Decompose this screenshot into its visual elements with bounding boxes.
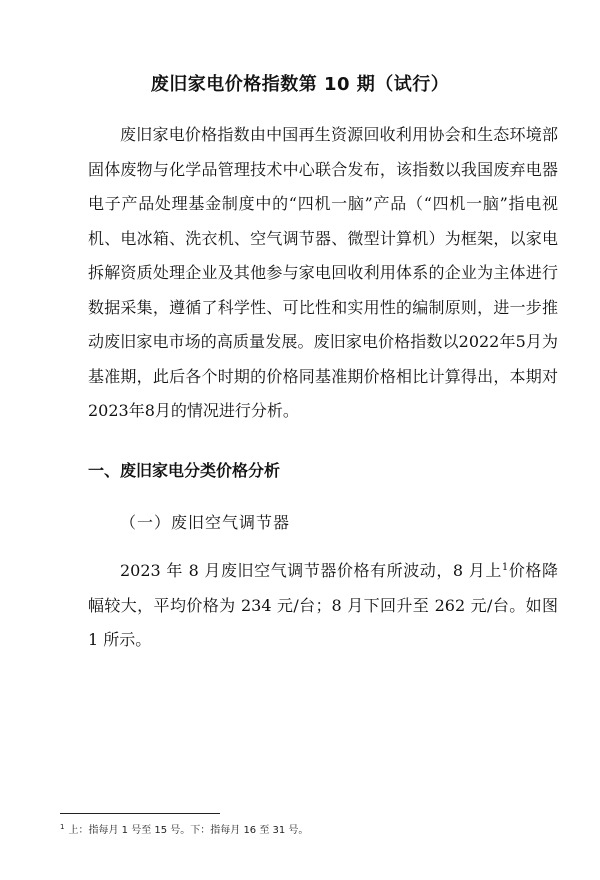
footnote-divider — [60, 813, 220, 814]
footnote-text: 上：指每月 1 号至 15 号。下：指每月 16 至 31 号。 — [68, 825, 309, 836]
footnote-marker: 1 — [60, 823, 65, 831]
footnote-reference: 1 — [501, 562, 509, 573]
ac-price-paragraph — [88, 554, 558, 658]
subsection-heading: （一）废旧空气调节器 — [120, 513, 291, 532]
section-heading: 一、废旧家电分类价格分析 — [88, 461, 281, 480]
intro-paragraph: 废旧家电价格指数由中国再生资源回收利用协会和生态环境部固体废物与化学品管理技术中心联合发布，该指数以我国废弃电器电子产品处理基金制度中的“四机一脑”产品（“四机一脑”指电视机、电冰箱、洗衣机、空气调节器、微型计算机）为框架，以家电拆解资质处理企业及其他参与家电回收利用体系的企业为主体进行数据采集，遵循了科学性、可比性和实用性的编制原则，进一步推动废旧家电市场的高质量发展。废旧家电价格指数以2022年5月为基准期，此后各个时期的价格同基准期价格相比计算得出，本期对2023年8月的情况进行分析。 — [88, 125, 558, 420]
document-title: 废旧家电价格指数第 10 期（试行） — [150, 74, 450, 95]
ac-paragraph-part2: 价格降幅较大，平均价格为 234 元/台；8 月下回升至 262 元/台。如图 1 所示。 — [88, 561, 558, 649]
footnote — [60, 821, 308, 836]
ac-paragraph-part1: 2023 年 8 月废旧空气调节器价格有所波动，8 月上 — [120, 561, 502, 580]
